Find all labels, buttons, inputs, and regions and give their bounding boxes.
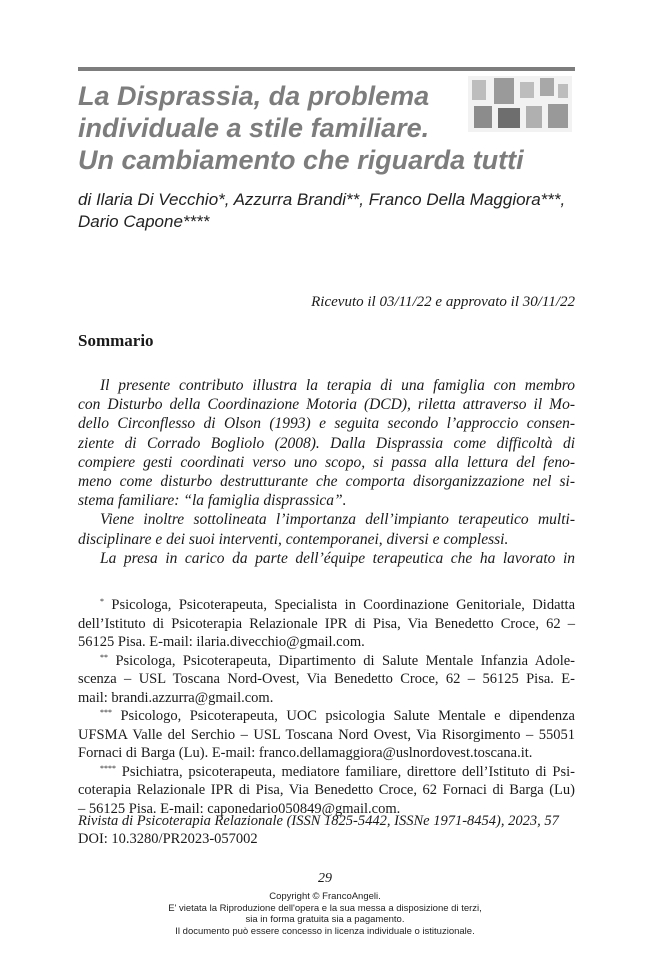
summary-text [78, 376, 575, 568]
footnote-mark: **** [100, 763, 116, 773]
summary-line: ziente di Corrado Bogliolo (2008). Dalla Disprassia come difficoltà di [78, 434, 575, 452]
authors-line: di Ilaria Di Vecchio*, Azzurra Brandi**, Franco Della Maggiora***, [78, 190, 566, 209]
footnote-mark: ** [100, 652, 108, 662]
summary-line: stema familiare: “la famiglia disprassica”. [78, 492, 347, 510]
summary-line: compiere gesti coordinati verso uno scopo, si passa alla lettura del feno- [78, 453, 575, 471]
summary-line: con Disturbo della Coordinazione Motoria (DCD), riletta attraverso il Mo- [78, 396, 575, 414]
summary-line: disciplinare e dei suoi interventi, contemporanei, diversi e complessi. [78, 530, 509, 548]
summary-heading: Sommario [78, 331, 154, 350]
footnote [78, 763, 575, 819]
footnote-line: **** Psichiatra, psicoterapeuta, mediatore familiare, direttore dell’Istituto di Psi- [100, 763, 575, 780]
summary-line: Viene inoltre sottolineata l’importanza dell’impianto terapeutico multi- [100, 511, 575, 529]
footnote-line: 56125 Pisa. E-mail: ilaria.divecchio@gmail.com. [78, 634, 365, 650]
page-number: 29 [318, 871, 332, 886]
summary-line: dello Circonflesso di Olson (1993) e seguita secondo l’approccio consen- [78, 415, 575, 433]
footnote [78, 652, 575, 708]
footnote-line: Fornaci di Barga (Lu). E-mail: franco.dellamaggiora@uslnordovest.toscana.it. [78, 745, 533, 761]
copyright-line: E' vietata la Riproduzione dell'opera e la sua messa a disposizione di terzi, [168, 902, 482, 914]
title-line: Un cambiamento che riguarda tutti [78, 145, 524, 175]
copyright-line: Il documento può essere concesso in licenza individuale o istituzionale. [175, 925, 475, 937]
copyright-line: Copyright © FrancoAngeli. [269, 891, 381, 902]
received-date: Ricevuto il 03/11/22 e approvato il 30/11/22 [311, 294, 575, 310]
journal-citation [78, 812, 578, 848]
footnote-line: scenza – USL Toscana Nord-Ovest, Via Benedetto Croce, 62 – 56125 Pisa. E- [78, 671, 575, 687]
summary-line: Il presente contributo illustra la terapia di una famiglia con membro [100, 377, 575, 394]
footnote [78, 596, 575, 652]
footnote-line: mail: brandi.azzurra@gmail.com. [78, 689, 274, 706]
title-line: individuale a stile familiare. [78, 113, 430, 143]
footnote-line: coterapia Relazionale IPR di Pisa, Via Benedetto Croce, 62 Fornaci di Barga (Lu) [78, 782, 575, 798]
authors [78, 189, 588, 233]
doi: DOI: 10.3280/PR2023-057002 [78, 831, 258, 847]
footnote-mark: *** [100, 708, 112, 717]
footnote [78, 707, 575, 763]
summary-line: La presa in carico da parte dell’équipe terapeutica che ha lavorato in [100, 549, 575, 567]
copyright-line: sia in forma gratuita sia a pagamento. [245, 914, 405, 925]
footnote-line: ** Psicologa, Psicoterapeuta, Dipartimento di Salute Mentale Infanzia Adole- [100, 652, 575, 669]
footnote-line: * Psicologa, Psicoterapeuta, Specialista in Coordinazione Genitoriale, Didatta [100, 597, 575, 613]
authors-line: Dario Capone**** [78, 212, 210, 231]
footnote-mark: * [100, 597, 104, 606]
journal-reference: Rivista di Psicoterapia Relazionale (ISSN 1825-5442, ISSNe 1971-8454), 2023, 57 [78, 813, 559, 829]
copyright-notice [0, 891, 650, 937]
footnote-line: UFSMA Valle del Serchio – USL Toscana Nord Ovest, Via Risorgimento – 55051 [78, 726, 575, 743]
footnotes [78, 596, 575, 818]
header-rule [78, 67, 575, 71]
footnote-line: dell’Istituto di Psicoterapia Relazionale IPR di Pisa, Via Benedetto Croce, 62 – [78, 615, 575, 632]
footnote-line: – 56125 Pisa. E-mail: caponedario050849@gmail.com. [78, 800, 401, 817]
footnote-line: *** Psicologo, Psicoterapeuta, UOC psicologia Salute Mentale e dipendenza [100, 708, 575, 724]
summary-line: meno come disturbo destrutturante che comporta disorganizzazione nel si- [78, 473, 575, 491]
article-title [78, 80, 578, 176]
title-line: La Disprassia, da problema [78, 81, 430, 111]
